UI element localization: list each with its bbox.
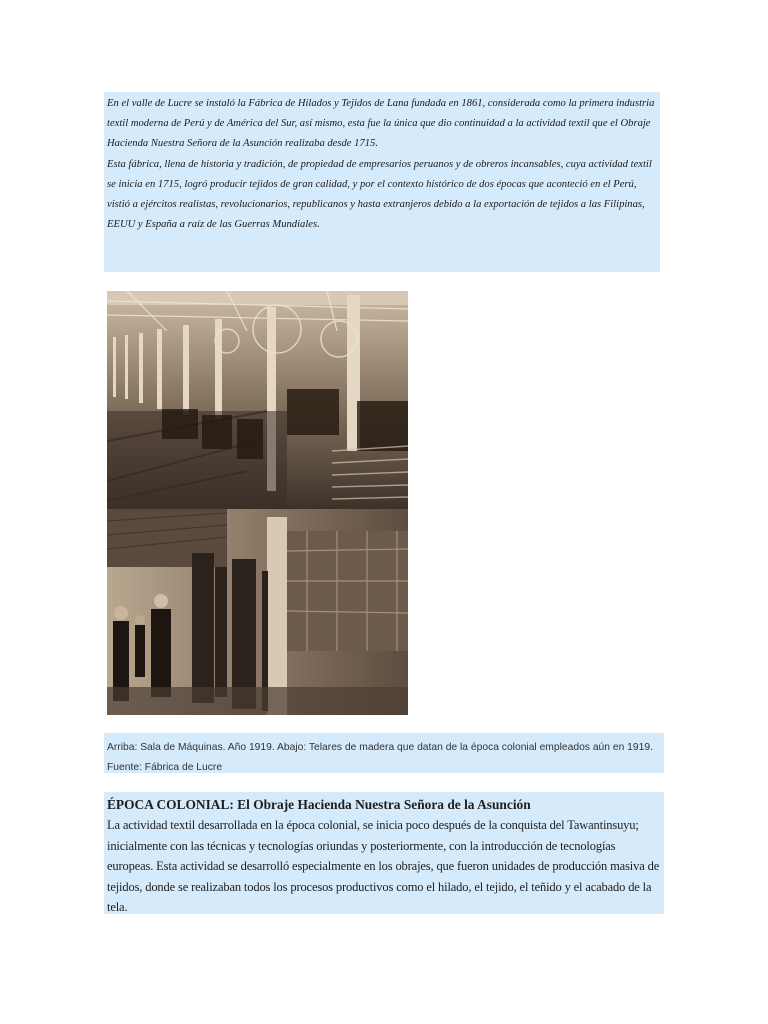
section-body: La actividad textil desarrollada en la época colonial, se inicia poco después de la conquista del Tawantinsuyu; inicialmente con las técnicas y tecnologías oriundas y posteriormente, con la introducción de tecnologías europeas. Esta actividad se desarrolló especialmente en los obrajes, que fueron unidades de producción masiva de tejidos, donde se realizaban todos los procesos productivos como el hilado, el tejido, el teñido y el acabado de la tela.: [107, 818, 660, 915]
intro-text-block: [104, 92, 660, 272]
intro-paragraph-2: Esta fábrica, llena de historia y tradición, de propiedad de empresarios peruanos y de obreros incansables, cuya actividad textil se inicia en 1715, logró producir tejidos de gran calidad, y por el contexto histórico de dos épocas que aconteció en el Perú, vistió a ejércitos realistas, revolucionarios, republicanos y hasta extranjeros debido a la exportación de tejidos a las Filipinas, EEUU y España a raíz de las Guerras Mundiales.: [107, 158, 652, 231]
intro-paragraph-1: En el valle de Lucre se instaló la Fábrica de Hilados y Tejidos de Lana fundada en 1861, considerada como la primera industria textil moderna de Perú y de América del Sur, así mismo, esta fue la única que dio continuidad a la actividad textil que el Obraje Hacienda Nuestra Señora de la Asunción realizaba desde 1715.: [107, 98, 655, 150]
wooden-looms-photo: [107, 509, 408, 715]
machine-room-photo: [107, 291, 408, 509]
colonial-era-section: [104, 792, 664, 914]
historical-photos: [107, 291, 408, 715]
photo-caption: Arriba: Sala de Máquinas. Año 1919. Abajo: Telares de madera que datan de la época colonial empleados aún en 1919. Fuente: Fábrica de Lucre: [104, 733, 664, 773]
section-heading: ÉPOCA COLONIAL: El Obraje Hacienda Nuestra Señora de la Asunción: [107, 797, 531, 812]
